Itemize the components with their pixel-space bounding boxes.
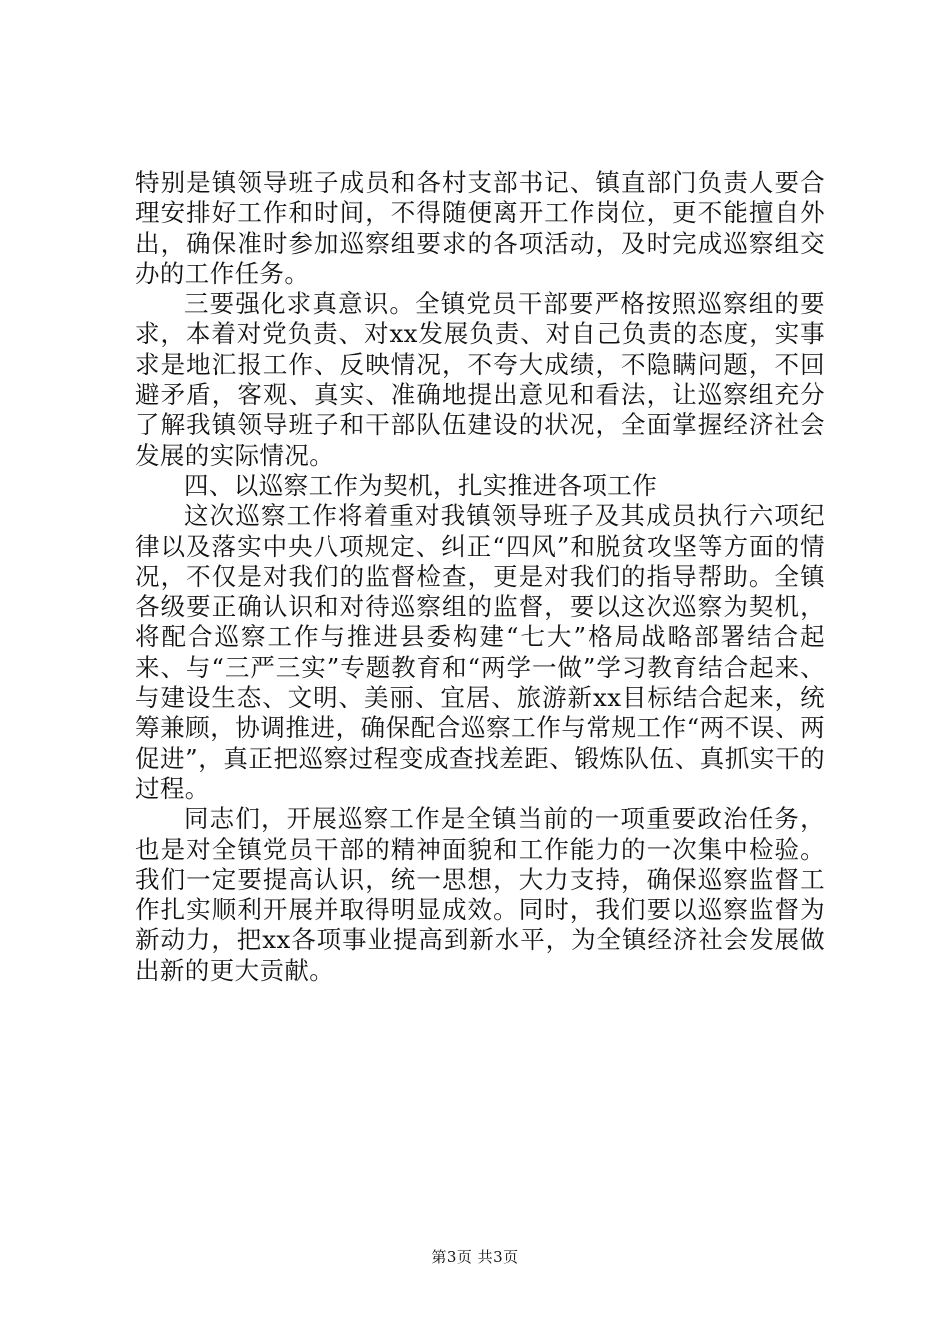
paragraph-closing: 同志们，开展巡察工作是全镇当前的一项重要政治任务，也是对全镇党员干部的精神面貌和工作能力的一次集中检验。我们一定要提高认识，统一思想，大力支持，确保巡察监督工作扎实顺利开展并取得明显成效。同时，我们要以巡察监督为新动力，把xx各项事业提高到新水平，为全镇经济社会发展做出新的更大贡献。 [135,804,825,985]
paragraph-truth-seeking: 三要强化求真意识。全镇党员干部要严格按照巡察组的要求，本着对党负责、对xx发展负责、对自己负责的态度，实事求是地汇报工作、反映情况，不夸大成绩，不隐瞒问题，不回避矛盾，客观、真实、准确地提出意见和看法，让巡察组充分了解我镇领导班子和干部队伍建设的状况，全面掌握经济社会发展的实际情况。 [135,289,825,470]
paragraph-inspection-focus: 这次巡察工作将着重对我镇领导班子及其成员执行六项纪律以及落实中央八项规定、纠正“四风”和脱贫攻坚等方面的情况，不仅是对我们的监督检查，更是对我们的指导帮助。全镇各级要正确认识和对待巡察组的监督，要以这次巡察为契机，将配合巡察工作与推进县委构建“七大”格局战略部署结合起来、与“三严三实”专题教育和“两学一做”学习教育结合起来、与建设生态、文明、美丽、宜居、旅游新xx目标结合起来，统筹兼顾，协调推进，确保配合巡察工作与常规工作“两不误、两促进”，真正把巡察过程变成查找差距、锻炼队伍、真抓实干的过程。 [135,501,825,803]
section-heading-four: 四、以巡察工作为契机，扎实推进各项工作 [184,470,658,500]
document-body [135,168,825,986]
page-footer: 第3页 共3页 [431,1248,519,1266]
paragraph-continuation: 特别是镇领导班子成员和各村支部书记、镇直部门负责人要合理安排好工作和时间，不得随便离开工作岗位，更不能擅自外出，确保准时参加巡察组要求的各项活动，及时完成巡察组交办的工作任务。 [135,168,825,288]
